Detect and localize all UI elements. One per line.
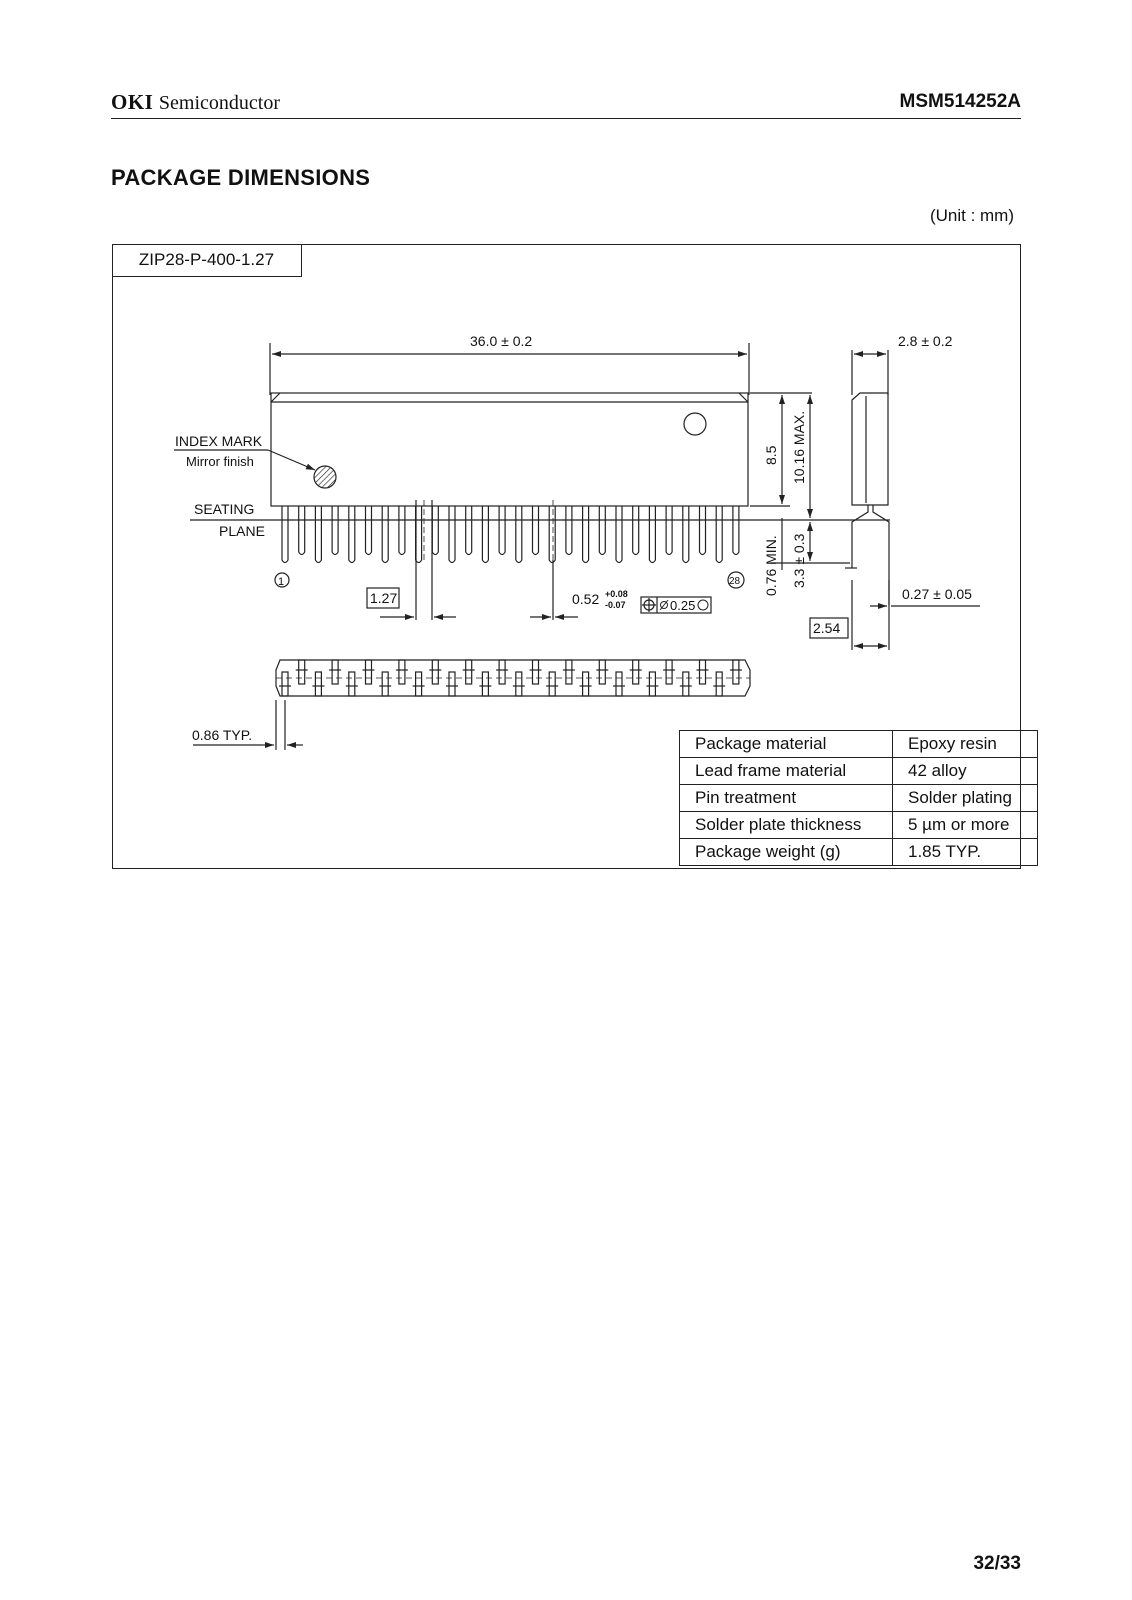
spec-value: 42 alloy (893, 758, 1038, 785)
lead-end (533, 660, 539, 684)
lead-end (399, 660, 405, 684)
dim-body-height: 8.5 (763, 445, 779, 465)
lead (733, 506, 739, 555)
lead-end (299, 660, 305, 684)
package-code: ZIP28-P-400-1.27 (112, 244, 302, 277)
spec-value: Solder plating (893, 785, 1038, 812)
spec-row (680, 758, 1038, 785)
spec-row (680, 812, 1038, 839)
dim-pitch: 1.27 (370, 590, 398, 606)
spec-row (680, 839, 1038, 866)
plane-label: PLANE (219, 523, 265, 539)
lead-end (366, 660, 372, 684)
lead (583, 506, 589, 563)
lead (315, 506, 321, 563)
dim-lead-width-plus: +0.08 (605, 589, 628, 599)
side-view (845, 350, 980, 650)
seating-label: SEATING (194, 501, 255, 517)
dim-row-spacing: 2.54 (813, 620, 841, 636)
spec-value: 1.85 TYP. (893, 839, 1038, 866)
lead-end (599, 660, 605, 684)
mirror-finish-label: Mirror finish (186, 454, 254, 469)
spec-label: Package weight (g) (680, 839, 893, 866)
lead-end (733, 660, 739, 684)
bottom-view (276, 660, 750, 696)
brand-sub: Semiconductor (158, 92, 280, 114)
lead-end (382, 672, 388, 696)
lead (482, 506, 488, 563)
lead (549, 506, 555, 563)
lead-end (633, 660, 639, 684)
lead (299, 506, 305, 555)
brand-name: OKI (111, 90, 154, 114)
package-body (271, 393, 748, 506)
unit-note: (Unit : mm) (929, 206, 1014, 225)
lead-end (466, 660, 472, 684)
lead-end (616, 672, 622, 696)
pin-last-label: 28 (729, 576, 741, 587)
spec-value: Epoxy resin (893, 731, 1038, 758)
dim-length: 36.0 ± 0.2 (470, 333, 533, 349)
lead (332, 506, 338, 555)
lead-end (449, 672, 455, 696)
lead-end (349, 672, 355, 696)
dim-lead-length: 3.3 ± 0.3 (791, 533, 807, 588)
part-number: MSM514252A (899, 91, 1021, 112)
spec-label: Pin treatment (680, 785, 893, 812)
lead-end (666, 660, 672, 684)
lead (683, 506, 689, 563)
lead-end (282, 672, 288, 696)
lead (349, 506, 355, 563)
lead-end (649, 672, 655, 696)
lead-end (499, 660, 505, 684)
lead (599, 506, 605, 555)
spec-label: Package material (680, 731, 893, 758)
lead (366, 506, 372, 555)
dim-end-typ: 0.86 TYP. (192, 727, 253, 743)
lead-end (332, 660, 338, 684)
spec-label: Solder plate thickness (680, 812, 893, 839)
lead (633, 506, 639, 555)
lead-end (683, 672, 689, 696)
lead-end (516, 672, 522, 696)
spec-value: 5 µm or more (893, 812, 1038, 839)
page-number: 32/33 (973, 1553, 1021, 1574)
lead (432, 506, 438, 555)
lead (716, 506, 722, 563)
dim-lead-width-minus: -0.07 (605, 600, 626, 610)
lead-end (700, 660, 706, 684)
lead (449, 506, 455, 563)
lead-end (416, 672, 422, 696)
dim-lead-min: 0.76 MIN. (763, 535, 779, 596)
lead-end (432, 660, 438, 684)
lead (533, 506, 539, 555)
lead (616, 506, 622, 563)
dim-lead-width: 0.52 (572, 591, 600, 607)
lead-end (716, 672, 722, 696)
lead-end (566, 660, 572, 684)
lead (282, 506, 288, 563)
dim-max-height: 10.16 MAX. (791, 410, 807, 484)
lead (516, 506, 522, 563)
pin1-circle (684, 413, 706, 435)
lead (566, 506, 572, 555)
lead-end (583, 672, 589, 696)
lead-end (315, 672, 321, 696)
pin-first-label: 1 (278, 576, 285, 588)
spec-row (680, 785, 1038, 812)
lead (666, 506, 672, 555)
lead (700, 506, 706, 555)
lead-row (282, 500, 739, 563)
index-mark-label: INDEX MARK (175, 433, 263, 449)
lead (649, 506, 655, 563)
spec-label: Lead frame material (680, 758, 893, 785)
lead-end (482, 672, 488, 696)
dim-lead-thickness: 0.27 ± 0.05 (902, 586, 972, 602)
lead (382, 506, 388, 563)
index-mark (314, 466, 336, 488)
lead (466, 506, 472, 555)
lead (399, 506, 405, 555)
position-tolerance: 0.25 (670, 598, 696, 613)
dim-side-thickness: 2.8 ± 0.2 (898, 333, 953, 349)
mmc-icon (698, 600, 708, 610)
lead-end (549, 672, 555, 696)
page-title: PACKAGE DIMENSIONS (111, 165, 371, 190)
spec-row (680, 731, 1038, 758)
spec-table (679, 730, 1038, 866)
lead (499, 506, 505, 555)
